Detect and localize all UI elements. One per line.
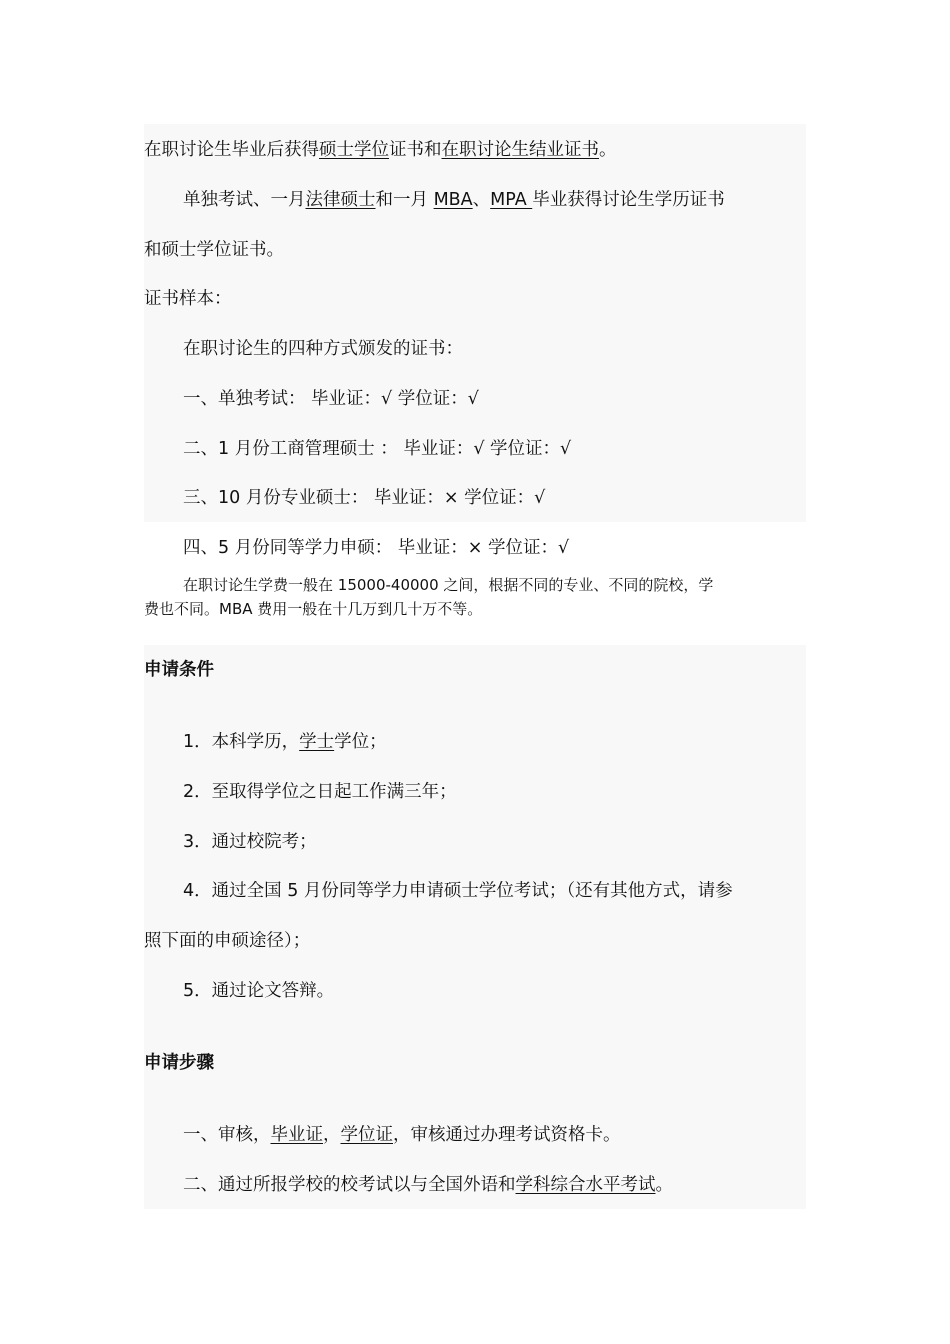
condition-4: 4．通过全国 5 月份同等学力申请硕士学位考试；（还有其他方式，请参 bbox=[183, 881, 733, 901]
shaded-block-1 bbox=[144, 124, 806, 522]
steps-heading: 申请步骤 bbox=[144, 1053, 214, 1073]
conditions-heading: 申请条件 bbox=[144, 660, 214, 680]
link-completion-certificate[interactable]: 在职讨论生结业证书 bbox=[441, 140, 599, 160]
link-mba[interactable]: MBA bbox=[433, 190, 473, 210]
way-item-2: 二、1 月份工商管理硕士 ： 毕业证：√ 学位证：√ bbox=[183, 439, 572, 459]
para-degree-certificates: 在职讨论生毕业后获得硕士学位证书和在职讨论生结业证书。 bbox=[144, 140, 617, 160]
step-1: 一、审核，毕业证，学位证，审核通过办理考试资格卡。 bbox=[183, 1125, 621, 1145]
link-bachelor[interactable]: 学士 bbox=[299, 732, 335, 752]
link-masters-degree[interactable]: 硕士学位 bbox=[319, 140, 389, 160]
condition-3: 3．通过校院考； bbox=[183, 832, 317, 852]
link-comprehensive-exam[interactable]: 学科综合水平考试 bbox=[515, 1175, 656, 1195]
condition-1: 1．本科学历，学士学位； bbox=[183, 732, 387, 752]
four-ways-intro: 在职讨论生的四种方式颁发的证书： bbox=[183, 339, 463, 359]
condition-5: 5．通过论文答辩。 bbox=[183, 981, 335, 1001]
condition-4-cont: 照下面的申硕途径）； bbox=[144, 931, 311, 951]
link-degree-certificate[interactable]: 学位证 bbox=[340, 1125, 393, 1145]
way-item-3: 三、10 月份专业硕士： 毕业证：× 学位证：√ bbox=[183, 488, 546, 508]
link-mpa[interactable]: MPA bbox=[490, 190, 533, 210]
fee-line-2: 费也不同。MBA 费用一般在十几万到几十万不等。 bbox=[144, 600, 483, 618]
way-item-1: 一、单独考试： 毕业证：√ 学位证：√ bbox=[183, 389, 479, 409]
fee-line-1: 在职讨论生学费一般在 15000-40000 之间，根据不同的专业、不同的院校，学 bbox=[183, 576, 714, 594]
step-2: 二、通过所报学校的校考试以与全国外语和学科综合水平考试。 bbox=[183, 1175, 673, 1195]
para-single-exam: 单独考试、一月法律硕士和一月 MBA、MPA 毕业获得讨论生学历证书 bbox=[183, 190, 725, 210]
sample-label: 证书样本： bbox=[144, 289, 232, 309]
link-law-masters[interactable]: 法律硕士 bbox=[305, 190, 376, 210]
para-single-exam-cont: 和硕士学位证书。 bbox=[144, 240, 284, 260]
condition-2: 2．至取得学位之日起工作满三年； bbox=[183, 782, 457, 802]
link-graduation-certificate[interactable]: 毕业证 bbox=[270, 1125, 323, 1145]
way-item-4: 四、5 月份同等学力申硕： 毕业证：× 学位证：√ bbox=[183, 538, 570, 558]
